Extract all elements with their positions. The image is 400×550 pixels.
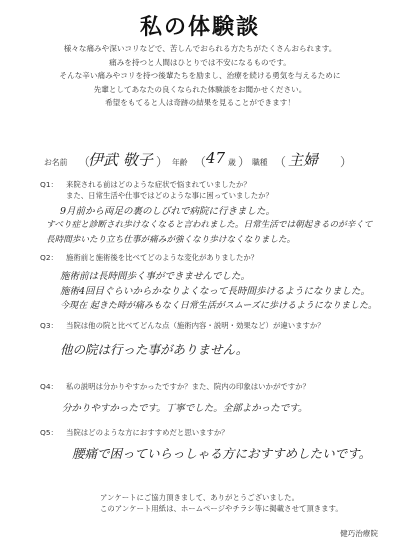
page-title: 私の体験談 [139,15,260,40]
profile-row [44,147,384,171]
name-label: お名前 [44,158,68,167]
question-number: Q2： [40,253,58,262]
answer-line: 施術4回目ぐらいからかなりよくなって長時間歩けるようになりました。 [60,286,371,297]
question-number: Q1： [40,180,58,189]
question-text: 施術前と施術後を比べてどのような変化がありましたか？ [66,253,259,262]
intro-line: 様々な痛みや深いコリなどで、苦しんでおられる方たちがたくさんおられます。 [63,44,337,53]
answer-line: 長時間歩いたり立ち仕事が痛みが強くなり歩けなくなりました。 [46,235,296,245]
answer-line: 今現在 起きた時が痛みもなく日常生活がスムーズに歩けるようになりました。 [60,301,377,311]
question-text: 私の説明は分かりやすかったですか？また、院内の印象はいかがですか？ [66,382,310,391]
question-number: Q3： [40,321,58,330]
job-label: 職種 [252,158,268,167]
intro-line: 痛みを持つと人間はひとりでは不安になるものです。 [109,57,291,67]
paren-open: （ [194,155,207,169]
answer-line: 他の院は行った事がありません。 [60,342,249,357]
footer-note [100,492,390,514]
paren-close: ） [340,155,353,169]
question-text: 当院は他の院と比べてどんな点（施術内容・説明・効果など）が違いますか？ [66,321,325,330]
age-unit: 歳 [228,158,236,167]
answer-line: すべり症と診断され歩けなくなると言われました。日常生活では朝起きるのが辛くて [46,220,373,230]
paren-close: ） [238,155,251,169]
answer-line: 施術前は長時間歩く事ができませんでした。 [60,271,251,282]
job-value: 主婦 [288,151,319,169]
clinic-name: 健巧治療院 [340,529,378,538]
question-text: 来院される前はどのような症状で悩まれていましたか？ [66,180,251,189]
paren-open: （ [78,155,91,169]
intro-text [14,42,386,110]
intro-line: そんな辛い痛みやコリを持つ後輩たちを励まし、治療を続ける勇気を与えるために [59,71,341,81]
footer-line: このアンケート用紙は、ホームページやチラシ等に掲載させて頂きます。 [100,504,343,513]
answer-line: 9月前から両足の裏のしびれで病院に行きました。 [60,206,276,217]
question-number: Q4： [40,382,58,391]
answer-line: 分かりやすかったです。丁寧でした。全部よかったです。 [62,403,308,414]
paren-open: （ [274,155,287,169]
answer-line: 腰痛で困っていらっしゃる方におすすめしたいです。 [72,446,372,461]
question-number: Q5： [40,428,58,437]
intro-line: 希望をもてると人は奇跡の結果を見ることができます！ [105,98,295,108]
question-text: 当院はどのような方におすすめだと思いますか？ [66,428,229,437]
intro-line: 先輩としてあなたの良くなられた体験談をお聞かせください。 [93,84,307,94]
footer-line: アンケートにご協力頂きまして、ありがとうございました。 [100,493,299,502]
question-text: また、日常生活や仕事ではどのような事に困っていましたか？ [66,191,273,200]
name-value: 伊武 敬子 [88,151,153,169]
age-label: 年齢 [172,158,188,167]
age-value: 47 [206,149,226,167]
paren-close: ） [156,155,169,169]
